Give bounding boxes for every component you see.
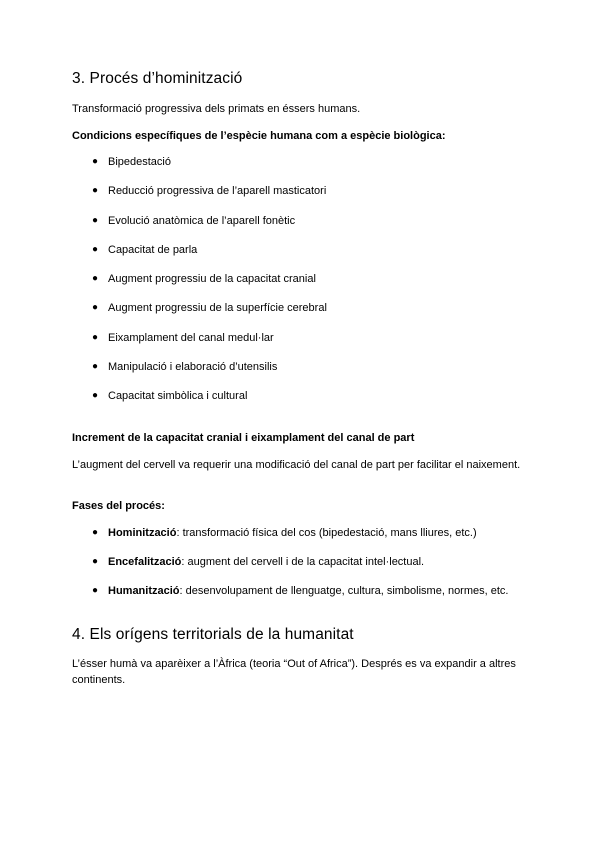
phase-description: : augment del cervell i de la capacitat intel·lectual.: [181, 556, 425, 568]
section-4-heading: 4. Els orígens territorials de la humanitat: [72, 626, 354, 643]
phase-term: Hominització: [108, 527, 177, 539]
bullet-icon: ●: [92, 273, 99, 284]
bullet-icon: ●: [92, 185, 99, 196]
bullet-icon: ●: [92, 361, 99, 372]
phase-term: Humanització: [108, 585, 180, 597]
section-3-heading: 3. Procés d’hominització: [72, 70, 243, 87]
bullet-icon: ●: [92, 527, 99, 538]
section-4-text-line-1: L’ésser humà va aparèixer a l’Àfrica (teoria “Out of Africa”). Després es va expandir a altres: [72, 658, 516, 670]
bullet-icon: ●: [92, 244, 99, 255]
bullet-icon: ●: [92, 556, 99, 567]
bullet-icon: ●: [92, 302, 99, 313]
phase-term: Encefalització: [108, 556, 182, 568]
bullet-icon: ●: [92, 156, 99, 167]
phases-title: Fases del procés:: [72, 500, 165, 512]
section-3-intro: Transformació progressiva dels primats en éssers humans.: [72, 103, 361, 115]
conditions-title: Condicions específiques de l’espècie humana com a espècie biològica:: [72, 130, 446, 142]
bullet-icon: ●: [92, 390, 99, 401]
bullet-icon: ●: [92, 585, 99, 596]
increment-text: L’augment del cervell va requerir una modificació del canal de part per facilitar el naixement.: [72, 459, 521, 471]
section-4-text-line-2: continents.: [72, 674, 126, 686]
phase-description: : desenvolupament de llenguatge, cultura, simbolisme, normes, etc.: [179, 585, 509, 597]
bullet-icon: ●: [92, 215, 99, 226]
document-page: 3. Procés d’hominització Transformació progressiva dels primats en éssers humans. Condicions específiques de l’espècie humana com a espècie biològica: ● Bipedestació ● Reducció progressiva de l’aparell masticatori ● Evolució anatòmica de l’aparell fonètic ● Capacitat de parla ● Augment progressiu de la capacitat cranial ● Augment progressiu de la superfície cerebral ● Eixamplament del canal medul·lar ● Manipulació i elaboració d’utensilis ● Capacitat simbòlica i cultural Increment de la capacitat cranial i eixamplament del canal de part L’augment del cervell va requerir una modificació del canal de part per facilitar el naixement. Fases del procés: ● Hominització: transformació física del cos (bipedestació, mans lliures, etc.) ● Encefalització: augment del cervell i de la capacitat intel·lectual. ● Humanització: desenvolupament de llenguatge, cultura, simbolisme, normes, etc. 4. Els orígens territorials de la humanitat L’ésser humà va aparèixer a l’Àfrica (teoria “Out of Africa”). Després es va expandir a altres continents.: [72, 70, 521, 686]
increment-title: Increment de la capacitat cranial i eixamplament del canal de part: [72, 432, 415, 444]
bullet-icon: ●: [92, 332, 99, 343]
phase-description: : transformació física del cos (bipedestació, mans lliures, etc.): [176, 527, 477, 539]
